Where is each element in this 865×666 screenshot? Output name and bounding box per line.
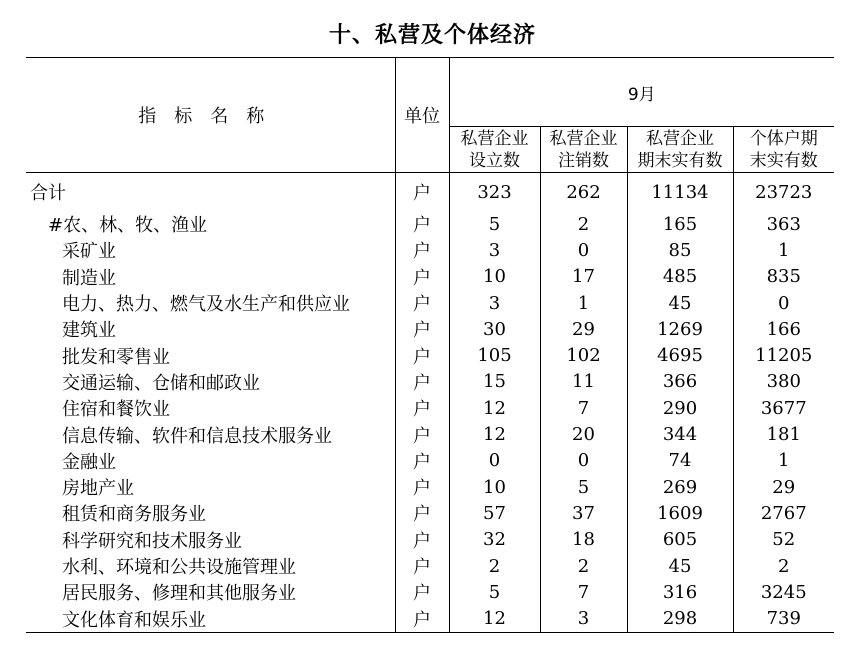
private-period-end-cell: 165 [627, 211, 733, 237]
private-cancelled-cell: 37 [540, 500, 627, 526]
private-established-cell: 12 [449, 605, 540, 632]
private-cancelled-cell: 0 [540, 448, 627, 474]
unit-cell: 户 [395, 579, 449, 605]
individual-period-end-cell: 3245 [760, 581, 807, 603]
indicator-name-cell: 信息传输、软件和信息技术服务业 [26, 421, 395, 447]
table-row [26, 500, 834, 526]
table-row [26, 316, 834, 342]
unit-cell: 户 [395, 421, 449, 447]
unit-cell: 户 [395, 605, 449, 632]
header-private-period-end: 私营企业 期末实有数 [627, 127, 733, 173]
individual-period-end-cell: 1 [778, 450, 790, 472]
header-month: 9月 [449, 58, 834, 127]
table-row [26, 448, 834, 474]
private-cancelled-cell: 29 [540, 316, 627, 342]
private-period-end-cell: 11134 [627, 173, 733, 212]
private-period-end-cell: 74 [627, 448, 733, 474]
header-indicator-name: 指标名称 [26, 58, 395, 173]
table-row [26, 264, 834, 290]
private-period-end-cell: 45 [627, 290, 733, 316]
private-cancelled-cell: 3 [540, 605, 627, 632]
individual-period-end-cell: 2767 [760, 502, 807, 524]
unit-cell: 户 [395, 448, 449, 474]
indicator-name-cell: 住宿和餐饮业 [26, 395, 395, 421]
private-period-end-cell: 1269 [627, 316, 733, 342]
private-period-end-cell: 4695 [627, 342, 733, 368]
unit-cell: 户 [395, 527, 449, 553]
individual-period-end-cell: 29 [772, 476, 796, 498]
indicator-name-cell: 房地产业 [26, 474, 395, 500]
indicator-name-cell: 合计 [26, 173, 395, 212]
private-cancelled-cell: 11 [540, 369, 627, 395]
private-period-end-cell: 269 [627, 474, 733, 500]
private-established-cell: 57 [449, 500, 540, 526]
indicator-name-cell: 文化体育和娱乐业 [26, 605, 395, 632]
table-row [26, 290, 834, 316]
unit-cell: 户 [395, 290, 449, 316]
individual-period-end-cell: 380 [766, 371, 801, 393]
table-header [26, 58, 834, 173]
private-established-cell: 15 [449, 369, 540, 395]
private-cancelled-cell: 262 [540, 173, 627, 212]
private-established-cell: 30 [449, 316, 540, 342]
unit-cell: 户 [395, 211, 449, 237]
private-period-end-cell: 1609 [627, 500, 733, 526]
indicator-name-cell: 科学研究和技术服务业 [26, 527, 395, 553]
individual-period-end-cell: 3677 [760, 397, 807, 419]
private-cancelled-cell: 2 [540, 211, 627, 237]
private-established-cell: 2 [449, 553, 540, 579]
header-private-cancelled: 私营企业 注销数 [540, 127, 627, 173]
indicator-name-cell: 电力、热力、燃气及水生产和供应业 [26, 290, 395, 316]
individual-period-end-cell: 181 [766, 424, 801, 446]
individual-period-end-cell: 11205 [755, 345, 813, 367]
table-row [26, 421, 834, 447]
private-established-cell: 323 [449, 173, 540, 212]
unit-cell: 户 [395, 173, 449, 212]
statistics-table [26, 57, 834, 633]
private-established-cell: 32 [449, 527, 540, 553]
unit-cell: 户 [395, 237, 449, 263]
table-row [26, 474, 834, 500]
private-cancelled-cell: 18 [540, 527, 627, 553]
private-period-end-cell: 45 [627, 553, 733, 579]
table-row-total [26, 173, 834, 212]
private-established-cell: 105 [449, 342, 540, 368]
table-row [26, 605, 834, 632]
private-cancelled-cell: 1 [540, 290, 627, 316]
indicator-name-cell: 制造业 [26, 264, 395, 290]
indicator-name-cell: #农、林、牧、渔业 [26, 211, 395, 237]
unit-cell: 户 [395, 500, 449, 526]
individual-period-end-cell: 52 [772, 529, 796, 551]
private-period-end-cell: 290 [627, 395, 733, 421]
unit-cell: 户 [395, 316, 449, 342]
table-body [26, 173, 834, 633]
private-period-end-cell: 298 [627, 605, 733, 632]
individual-period-end-cell: 835 [766, 266, 801, 288]
private-established-cell: 3 [449, 290, 540, 316]
individual-period-end-cell: 0 [778, 292, 790, 314]
table-row [26, 579, 834, 605]
indicator-name-cell: 建筑业 [26, 316, 395, 342]
table-row [26, 211, 834, 237]
individual-period-end-cell: 1 [778, 239, 790, 261]
indicator-name-cell: 租赁和商务服务业 [26, 500, 395, 526]
individual-period-end-cell: 23723 [755, 181, 813, 203]
table-row [26, 553, 834, 579]
header-private-established: 私营企业 设立数 [449, 127, 540, 173]
page-title: 十、私营及个体经济 [328, 23, 536, 48]
unit-cell: 户 [395, 553, 449, 579]
header-unit: 单位 [395, 58, 449, 173]
private-cancelled-cell: 20 [540, 421, 627, 447]
private-period-end-cell: 85 [627, 237, 733, 263]
table-row [26, 395, 834, 421]
unit-cell: 户 [395, 395, 449, 421]
indicator-name-cell: 水利、环境和公共设施管理业 [26, 553, 395, 579]
private-cancelled-cell: 0 [540, 237, 627, 263]
private-period-end-cell: 344 [627, 421, 733, 447]
indicator-name-cell: 居民服务、修理和其他服务业 [26, 579, 395, 605]
private-established-cell: 12 [449, 395, 540, 421]
private-established-cell: 5 [449, 579, 540, 605]
table-row [26, 237, 834, 263]
individual-period-end-cell: 363 [766, 213, 801, 235]
private-period-end-cell: 366 [627, 369, 733, 395]
unit-cell: 户 [395, 369, 449, 395]
indicator-name-cell: 金融业 [26, 448, 395, 474]
private-cancelled-cell: 17 [540, 264, 627, 290]
private-established-cell: 12 [449, 421, 540, 447]
private-cancelled-cell: 2 [540, 553, 627, 579]
private-established-cell: 3 [449, 237, 540, 263]
individual-period-end-cell: 2 [778, 555, 790, 577]
indicator-name-cell: 采矿业 [26, 237, 395, 263]
private-period-end-cell: 316 [627, 579, 733, 605]
private-period-end-cell: 485 [627, 264, 733, 290]
private-cancelled-cell: 7 [540, 579, 627, 605]
private-cancelled-cell: 5 [540, 474, 627, 500]
table-row [26, 342, 834, 368]
indicator-name-cell: 交通运输、仓储和邮政业 [26, 369, 395, 395]
private-period-end-cell: 605 [627, 527, 733, 553]
private-established-cell: 0 [449, 448, 540, 474]
unit-cell: 户 [395, 342, 449, 368]
unit-cell: 户 [395, 264, 449, 290]
header-individual-period-end: 个体户期 末实有数 [733, 127, 834, 173]
private-cancelled-cell: 102 [540, 342, 627, 368]
private-established-cell: 10 [449, 474, 540, 500]
unit-cell: 户 [395, 474, 449, 500]
indicator-name-cell: 批发和零售业 [26, 342, 395, 368]
table-row [26, 527, 834, 553]
private-cancelled-cell: 7 [540, 395, 627, 421]
private-established-cell: 5 [449, 211, 540, 237]
table-row [26, 369, 834, 395]
individual-period-end-cell: 166 [766, 318, 801, 340]
private-established-cell: 10 [449, 264, 540, 290]
individual-period-end-cell: 739 [733, 605, 834, 632]
